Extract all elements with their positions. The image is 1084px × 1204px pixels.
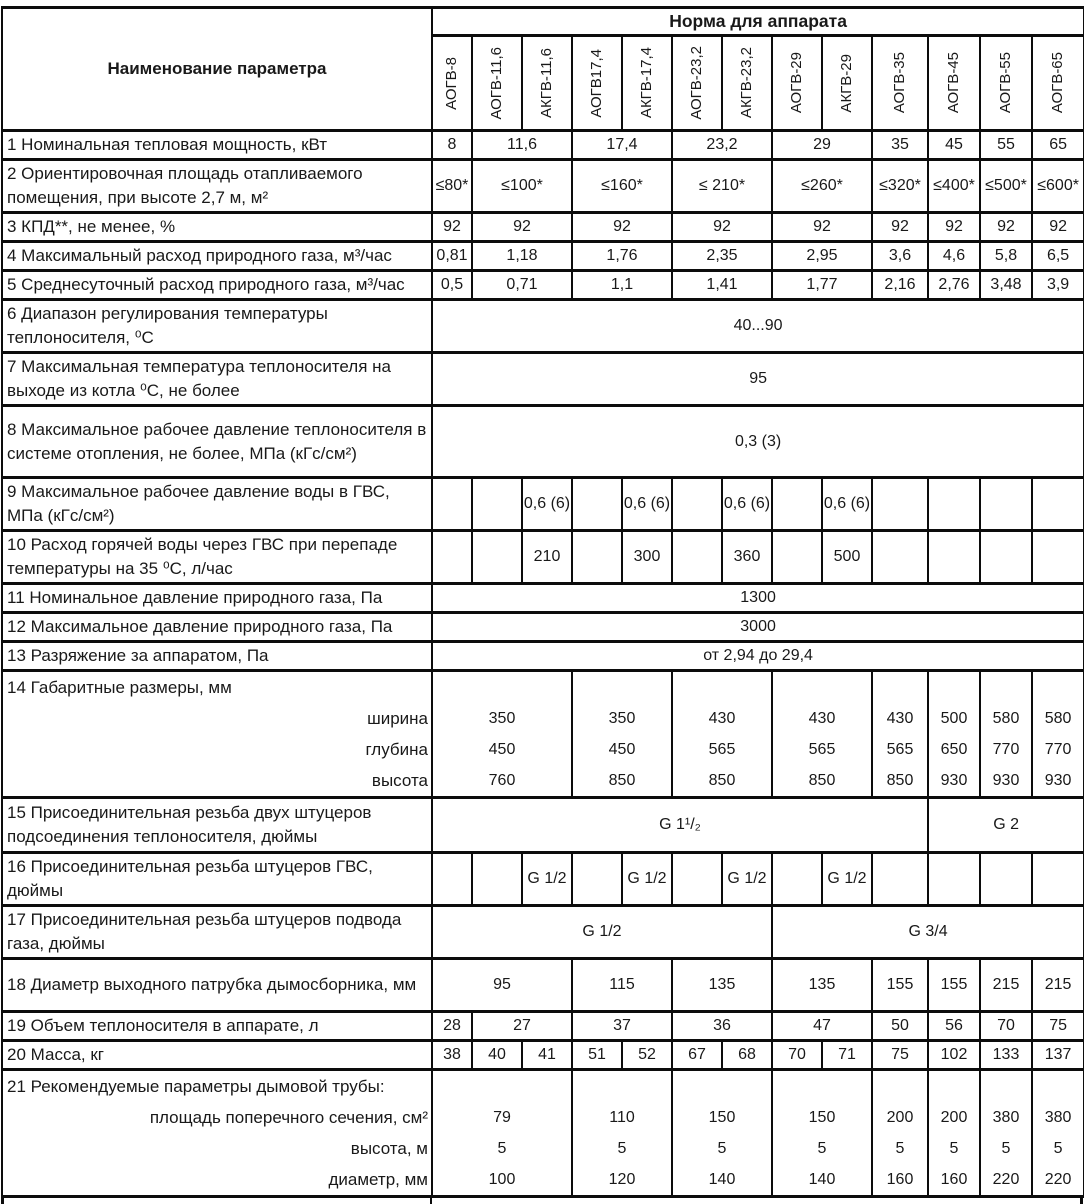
table-row [2, 642, 1084, 671]
value-cell: 92 [432, 213, 472, 242]
row-label: 5 Среднесуточный расход природного газа, м³/час [2, 271, 432, 300]
value-line: 5 [949, 1140, 959, 1157]
model-column-header [1032, 36, 1084, 131]
value-cell: G 2 [928, 798, 1084, 853]
value-cell: 137 [1032, 1041, 1084, 1070]
value-cell: 92 [872, 213, 928, 242]
model-column-header [522, 36, 572, 131]
value-cell: 4,6 [928, 242, 980, 271]
value-cell: 35 [872, 131, 928, 160]
table-bottom-stub [1, 1198, 1083, 1204]
table-row [2, 300, 1084, 353]
value-cell [672, 1070, 772, 1197]
value-cell [872, 671, 928, 798]
value-cell: 51 [572, 1041, 622, 1070]
value-cell [928, 531, 980, 584]
value-line: 850 [808, 772, 836, 789]
table-row [2, 584, 1084, 613]
row-label: 18 Диаметр выходного патрубка дымосборника, мм [2, 959, 432, 1012]
value-cell: 28 [432, 1012, 472, 1041]
value-cell: 37 [572, 1012, 672, 1041]
row-title: 14 Габаритные размеры, мм [7, 678, 232, 697]
table-row [2, 959, 1084, 1012]
model-column-header [622, 36, 672, 131]
value-cell: 71 [822, 1041, 872, 1070]
table-row [2, 478, 1084, 531]
row-label: 9 Максимальное рабочее давление воды в ГВС, МПа (кГс/см²) [2, 478, 432, 531]
value-line: 220 [992, 1171, 1020, 1188]
model-column-header [572, 36, 622, 131]
value-line-spacer [1033, 672, 1083, 703]
value-cell: 2,76 [928, 271, 980, 300]
value-line: 450 [488, 741, 516, 758]
row-label: 17 Присоединительная резьба штуцеров подвода газа, дюймы [2, 906, 432, 959]
value-line: 5 [895, 1140, 905, 1157]
value-cell: 75 [872, 1041, 928, 1070]
value-line-spacer [773, 672, 871, 703]
model-column-header [772, 36, 822, 131]
value-cell [872, 853, 928, 906]
value-cell: 92 [1032, 213, 1084, 242]
value-line: 930 [940, 772, 968, 789]
value-line: 200 [940, 1109, 968, 1126]
value-cell: 70 [772, 1041, 822, 1070]
value-cell [572, 531, 622, 584]
row-label: 16 Присоединительная резьба штуцеров ГВС, дюймы [2, 853, 432, 906]
value-cell: 133 [980, 1041, 1032, 1070]
value-cell [1032, 531, 1084, 584]
value-cell: 0,3 (3) [432, 406, 1084, 478]
value-cell: 11,6 [472, 131, 572, 160]
value-line: 850 [886, 772, 914, 789]
value-cell: 2,95 [772, 242, 872, 271]
value-cell: 0,6 (6) [522, 478, 572, 531]
model-label: АОГВ-65 [1049, 52, 1067, 114]
value-cell: G 3/4 [772, 906, 1084, 959]
value-line-spacer [433, 672, 571, 703]
value-cell: 65 [1032, 131, 1084, 160]
model-label: АОГВ-35 [891, 52, 909, 114]
model-column-header [928, 36, 980, 131]
value-cell: 360 [722, 531, 772, 584]
model-column-header [980, 36, 1032, 131]
value-cell: 47 [772, 1012, 872, 1041]
value-cell: 0,6 (6) [722, 478, 772, 531]
value-line: 565 [886, 741, 914, 758]
value-cell: 41 [522, 1041, 572, 1070]
value-cell [872, 1070, 928, 1197]
value-cell: 0,6 (6) [822, 478, 872, 531]
value-cell [980, 853, 1032, 906]
value-cell: 36 [672, 1012, 772, 1041]
row-sublabel: площадь поперечного сечения, см² [149, 1108, 428, 1127]
value-cell: 3,6 [872, 242, 928, 271]
value-cell [472, 478, 522, 531]
value-line: 930 [992, 772, 1020, 789]
value-line: 150 [808, 1109, 836, 1126]
model-column-header [822, 36, 872, 131]
value-cell: 0,71 [472, 271, 572, 300]
value-line-spacer [433, 1071, 571, 1102]
value-cell [572, 478, 622, 531]
table-row [2, 671, 1084, 798]
value-cell [672, 853, 722, 906]
value-cell: 3000 [432, 613, 1084, 642]
table-row [2, 406, 1084, 478]
value-cell [872, 531, 928, 584]
value-cell: 1,41 [672, 271, 772, 300]
value-line: 160 [886, 1171, 914, 1188]
value-line-spacer [981, 672, 1031, 703]
table-row [2, 1012, 1084, 1041]
value-cell: 75 [1032, 1012, 1084, 1041]
value-line: 5 [497, 1140, 507, 1157]
value-line-spacer [673, 1071, 771, 1102]
param-name-header: Наименование параметра [2, 8, 432, 131]
value-cell: 95 [432, 959, 572, 1012]
value-line: 140 [808, 1171, 836, 1188]
value-cell [928, 671, 980, 798]
value-cell: 115 [572, 959, 672, 1012]
value-line-spacer [673, 672, 771, 703]
value-cell: 50 [872, 1012, 928, 1041]
value-line: 110 [609, 1109, 635, 1126]
norm-header: Норма для аппарата [432, 8, 1084, 36]
value-line: 430 [808, 710, 836, 727]
row-label: 1 Номинальная тепловая мощность, кВт [2, 131, 432, 160]
row-label: 6 Диапазон регулирования температуры теплоносителя, ⁰С [2, 300, 432, 353]
value-line-spacer [573, 672, 671, 703]
model-column-header [672, 36, 722, 131]
value-cell: 1,1 [572, 271, 672, 300]
value-line: 500 [940, 710, 968, 727]
table-row [2, 798, 1084, 853]
row-label: 15 Присоединительная резьба двух штуцеров подсоединения теплоносителя, дюймы [2, 798, 432, 853]
table-row [2, 1041, 1084, 1070]
value-cell: 92 [928, 213, 980, 242]
value-cell [672, 671, 772, 798]
row-sublabel: диаметр, мм [328, 1170, 428, 1189]
value-cell [432, 671, 572, 798]
value-cell: 155 [928, 959, 980, 1012]
value-cell: ≤260* [772, 160, 872, 213]
value-line: 580 [992, 710, 1020, 727]
model-label: АОГВ-8 [443, 56, 461, 110]
value-cell: 38 [432, 1041, 472, 1070]
table-row [2, 1070, 1084, 1197]
value-cell [1032, 1070, 1084, 1197]
value-cell: 29 [772, 131, 872, 160]
row-label: 19 Объем теплоносителя в аппарате, л [2, 1012, 432, 1041]
model-label: АОГВ-45 [945, 52, 963, 114]
row-label: 11 Номинальное давление природного газа, Па [2, 584, 432, 613]
model-label: АОГВ-29 [788, 52, 806, 114]
spec-table [1, 6, 1084, 1198]
value-cell: G 1/2 [822, 853, 872, 906]
value-cell: 500 [822, 531, 872, 584]
value-cell: ≤80* [432, 160, 472, 213]
value-line: 200 [886, 1109, 914, 1126]
value-line: 5 [817, 1140, 827, 1157]
value-cell: 92 [572, 213, 672, 242]
model-column-header [722, 36, 772, 131]
value-cell: G 1/2 [522, 853, 572, 906]
value-cell: 3,48 [980, 271, 1032, 300]
value-cell: 215 [1032, 959, 1084, 1012]
value-cell [772, 531, 822, 584]
value-line: 350 [488, 710, 516, 727]
value-cell [572, 853, 622, 906]
value-cell: 0,5 [432, 271, 472, 300]
value-line-spacer [1033, 1071, 1083, 1102]
value-line-spacer [873, 672, 927, 703]
value-line: 650 [940, 741, 968, 758]
value-cell: 0,81 [432, 242, 472, 271]
value-cell [772, 1070, 872, 1197]
value-cell: 92 [980, 213, 1032, 242]
row-label: 4 Максимальный расход природного газа, м³/час [2, 242, 432, 271]
value-cell: 210 [522, 531, 572, 584]
row-label: 2 Ориентировочная площадь отапливаемого помещения, при высоте 2,7 м, м² [2, 160, 432, 213]
row-label: 10 Расход горячей воды через ГВС при перепаде температуры на 35 ⁰С, л/час [2, 531, 432, 584]
value-line: 5 [617, 1140, 627, 1157]
value-line: 930 [1044, 772, 1072, 789]
value-cell [772, 478, 822, 531]
header-row-top [2, 8, 1084, 36]
value-cell: ≤320* [872, 160, 928, 213]
value-cell [980, 478, 1032, 531]
row-label: 7 Максимальная температура теплоносителя на выходе из котла ⁰С, не более [2, 353, 432, 406]
table-row [2, 531, 1084, 584]
value-cell [672, 531, 722, 584]
value-line-spacer [981, 1071, 1031, 1102]
value-line-spacer [573, 1071, 671, 1102]
value-cell [432, 1070, 572, 1197]
value-cell: 52 [622, 1041, 672, 1070]
value-cell [472, 853, 522, 906]
value-line: 565 [808, 741, 836, 758]
value-cell: 135 [772, 959, 872, 1012]
value-line: 350 [608, 710, 636, 727]
model-label: АКГВ-23,2 [738, 47, 756, 119]
value-cell: 17,4 [572, 131, 672, 160]
value-cell: G 1/2 [432, 906, 772, 959]
value-cell: G 1/2 [622, 853, 672, 906]
value-cell [772, 671, 872, 798]
model-label: АКГВ-29 [838, 53, 856, 113]
value-line: 850 [708, 772, 736, 789]
row-label [2, 671, 432, 798]
value-cell: ≤160* [572, 160, 672, 213]
value-cell: 1,76 [572, 242, 672, 271]
value-cell [772, 853, 822, 906]
value-cell [980, 1070, 1032, 1197]
value-cell [928, 478, 980, 531]
value-line: 5 [1053, 1140, 1063, 1157]
value-line: 580 [1044, 710, 1072, 727]
value-line-spacer [929, 672, 979, 703]
model-label: АОГВ-11,6 [488, 46, 506, 120]
value-cell [1032, 671, 1084, 798]
value-cell: G 1/2 [722, 853, 772, 906]
value-cell: 92 [772, 213, 872, 242]
value-cell: 215 [980, 959, 1032, 1012]
table-row [2, 271, 1084, 300]
model-label: АОГВ17,4 [588, 48, 606, 118]
value-line: 120 [608, 1171, 636, 1188]
model-column-header [432, 36, 472, 131]
model-label: АКГВ-17,4 [638, 47, 656, 119]
value-line: 100 [488, 1171, 516, 1188]
value-cell: 3,9 [1032, 271, 1084, 300]
value-line: 380 [992, 1109, 1020, 1126]
value-cell: 155 [872, 959, 928, 1012]
value-line: 850 [608, 772, 636, 789]
value-cell: 1,77 [772, 271, 872, 300]
row-label: 20 Масса, кг [2, 1041, 432, 1070]
model-label: АКГВ-11,6 [538, 48, 556, 118]
value-cell: 1,18 [472, 242, 572, 271]
value-cell: 27 [472, 1012, 572, 1041]
value-cell: 2,35 [672, 242, 772, 271]
value-cell: 2,16 [872, 271, 928, 300]
value-line: 5 [1001, 1140, 1011, 1157]
value-cell: 92 [672, 213, 772, 242]
table-row [2, 131, 1084, 160]
table-row [2, 353, 1084, 406]
value-cell: 8 [432, 131, 472, 160]
value-line: 220 [1044, 1171, 1072, 1188]
row-label: 3 КПД**, не менее, % [2, 213, 432, 242]
value-line: 770 [992, 741, 1020, 758]
value-cell: 0,6 (6) [622, 478, 672, 531]
value-line: 380 [1044, 1109, 1072, 1126]
value-cell [980, 671, 1032, 798]
value-cell: 68 [722, 1041, 772, 1070]
value-cell: 55 [980, 131, 1032, 160]
value-cell: от 2,94 до 29,4 [432, 642, 1084, 671]
value-cell: 23,2 [672, 131, 772, 160]
row-sublabel: глубина [365, 740, 428, 759]
model-label: АОГВ-23,2 [688, 46, 706, 120]
value-cell: ≤500* [980, 160, 1032, 213]
value-cell [928, 853, 980, 906]
value-line: 770 [1044, 741, 1072, 758]
value-cell [872, 478, 928, 531]
value-cell [432, 531, 472, 584]
value-line: 760 [488, 772, 516, 789]
table-row [2, 242, 1084, 271]
table-row [2, 160, 1084, 213]
value-cell [928, 1070, 980, 1197]
value-line-spacer [929, 1071, 979, 1102]
value-cell: G 1¹/₂ [432, 798, 928, 853]
value-cell: ≤400* [928, 160, 980, 213]
value-cell: 6,5 [1032, 242, 1084, 271]
row-sublabel: высота, м [350, 1139, 428, 1158]
value-cell: 40 [472, 1041, 522, 1070]
value-cell: 5,8 [980, 242, 1032, 271]
value-cell: 56 [928, 1012, 980, 1041]
row-label: 13 Разряжение за аппаратом, Па [2, 642, 432, 671]
value-cell: 102 [928, 1041, 980, 1070]
value-cell [672, 478, 722, 531]
model-column-header [472, 36, 522, 131]
value-cell [432, 478, 472, 531]
value-cell: 95 [432, 353, 1084, 406]
value-line: 430 [708, 710, 736, 727]
value-cell: 40...90 [432, 300, 1084, 353]
value-cell [472, 531, 522, 584]
value-line: 450 [608, 741, 636, 758]
row-sublabel: высота [371, 771, 428, 790]
table-row [2, 853, 1084, 906]
value-cell: 135 [672, 959, 772, 1012]
row-title: 21 Рекомендуемые параметры дымовой трубы: [7, 1077, 385, 1096]
value-line-spacer [773, 1071, 871, 1102]
value-cell: 300 [622, 531, 672, 584]
value-line: 5 [717, 1140, 727, 1157]
value-cell: 1300 [432, 584, 1084, 613]
table-row [2, 906, 1084, 959]
value-line: 430 [886, 710, 914, 727]
row-sublabel: ширина [367, 709, 428, 728]
value-cell: 67 [672, 1041, 722, 1070]
model-column-header [872, 36, 928, 131]
row-label: 12 Максимальное давление природного газа, Па [2, 613, 432, 642]
value-line-spacer [873, 1071, 927, 1102]
value-cell [432, 853, 472, 906]
value-line: 160 [940, 1171, 968, 1188]
model-label: АОГВ-55 [997, 52, 1015, 114]
value-cell: 92 [472, 213, 572, 242]
value-cell: ≤ 210* [672, 160, 772, 213]
value-cell [1032, 478, 1084, 531]
value-line: 140 [708, 1171, 736, 1188]
value-cell: 45 [928, 131, 980, 160]
value-line: 150 [708, 1109, 736, 1126]
value-cell: ≤100* [472, 160, 572, 213]
value-line: 79 [493, 1109, 511, 1126]
value-cell [980, 531, 1032, 584]
value-line: 565 [708, 741, 736, 758]
value-cell [1032, 853, 1084, 906]
value-cell [572, 671, 672, 798]
table-row [2, 213, 1084, 242]
value-cell: ≤600* [1032, 160, 1084, 213]
row-label: 8 Максимальное рабочее давление теплоносителя в системе отопления, не более, МПа (кГс/см²) [2, 406, 432, 478]
value-cell: 70 [980, 1012, 1032, 1041]
value-cell [572, 1070, 672, 1197]
table-row [2, 613, 1084, 642]
row-label [2, 1070, 432, 1197]
